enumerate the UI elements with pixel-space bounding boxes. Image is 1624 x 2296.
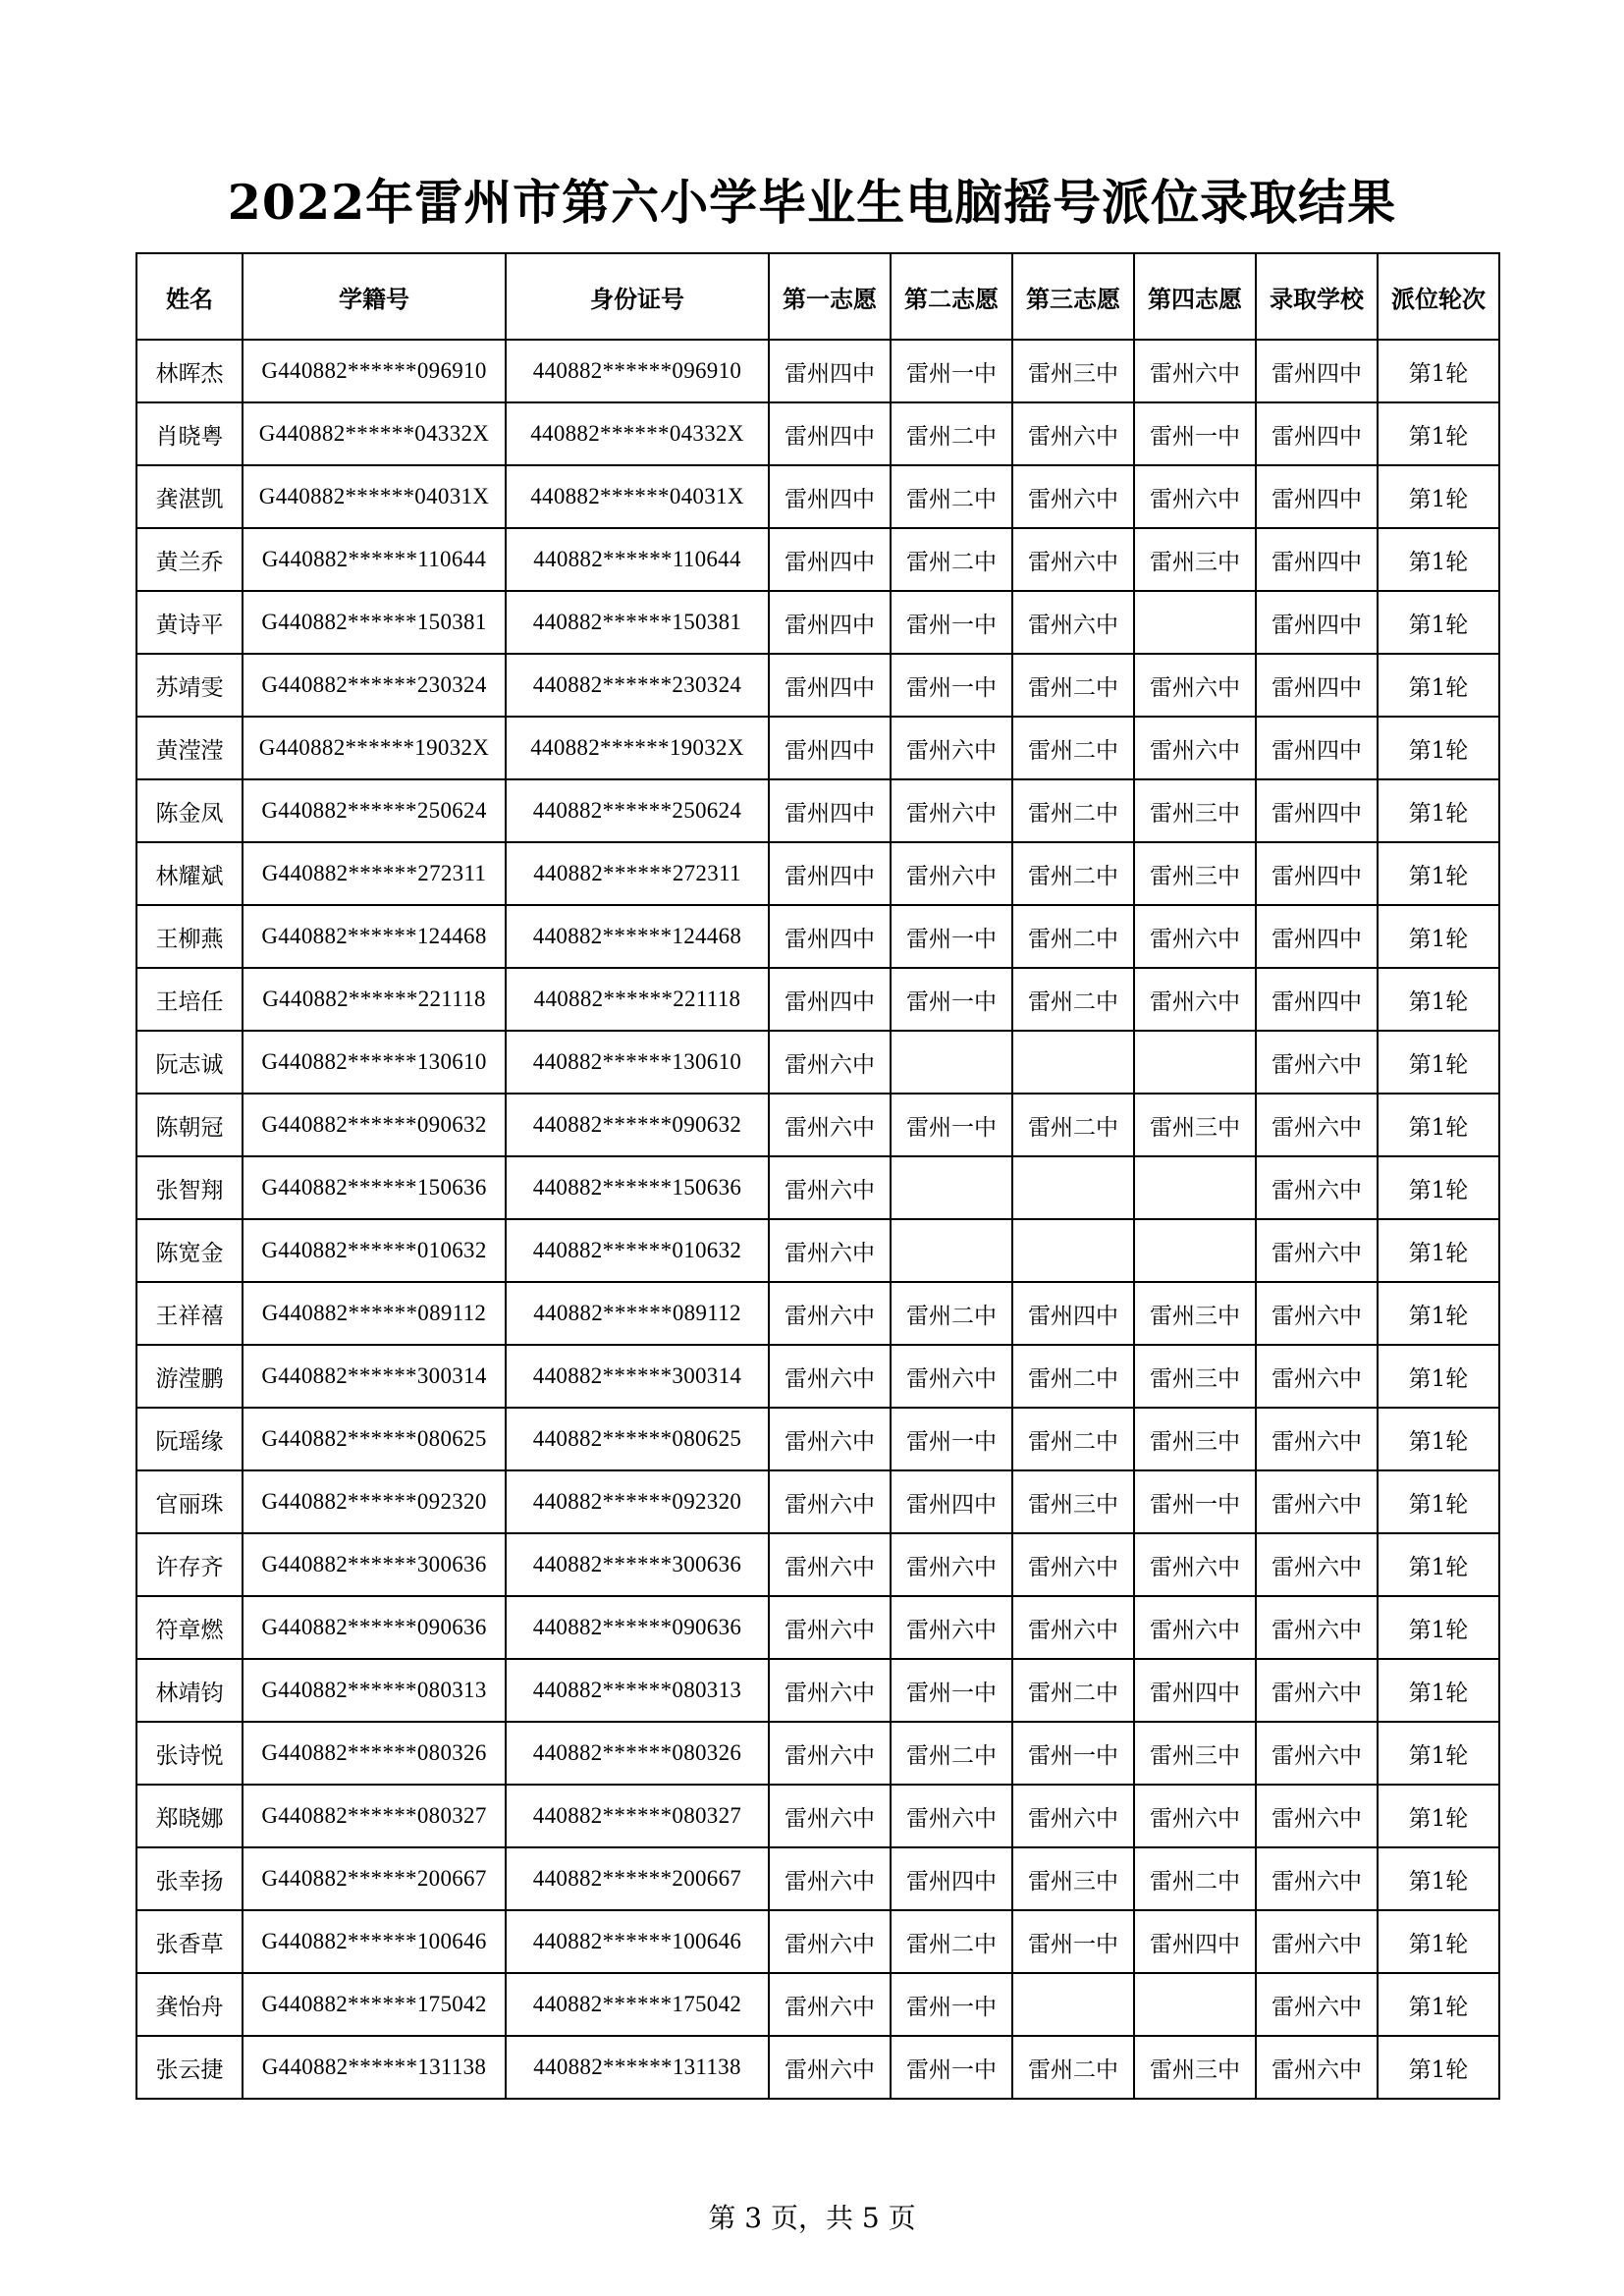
cell-admitted-school: 雷州六中 — [1256, 1408, 1378, 1470]
cell-choice-1: 雷州六中 — [769, 1470, 891, 1533]
cell-choice-2: 雷州二中 — [891, 1282, 1012, 1345]
cell-choice-4: 雷州三中 — [1134, 1345, 1256, 1408]
cell-id-number: 440882******04031X — [506, 465, 769, 528]
cell-choice-3: 雷州三中 — [1012, 340, 1134, 402]
cell-id-number: 440882******080326 — [506, 1722, 769, 1785]
cell-choice-4: 雷州六中 — [1134, 465, 1256, 528]
cell-choice-1: 雷州四中 — [769, 905, 891, 968]
column-header-name: 姓名 — [136, 253, 243, 340]
cell-admitted-school: 雷州六中 — [1256, 2036, 1378, 2099]
cell-round: 第1轮 — [1378, 717, 1499, 779]
cell-admitted-school: 雷州六中 — [1256, 1659, 1378, 1722]
cell-admitted-school: 雷州六中 — [1256, 1031, 1378, 1094]
cell-choice-4 — [1134, 1219, 1256, 1282]
table-row — [136, 1094, 1499, 1156]
table-row — [136, 717, 1499, 779]
cell-choice-2: 雷州六中 — [891, 1785, 1012, 1847]
cell-choice-4: 雷州一中 — [1134, 402, 1256, 465]
cell-id-number: 440882******04332X — [506, 402, 769, 465]
column-header-choice-4: 第四志愿 — [1134, 253, 1256, 340]
cell-round: 第1轮 — [1378, 1722, 1499, 1785]
cell-id-number: 440882******130610 — [506, 1031, 769, 1094]
column-header-choice-1: 第一志愿 — [769, 253, 891, 340]
cell-round: 第1轮 — [1378, 1470, 1499, 1533]
cell-choice-3: 雷州二中 — [1012, 968, 1134, 1031]
table-row — [136, 842, 1499, 905]
cell-student-id: G440882******19032X — [243, 717, 506, 779]
cell-choice-3 — [1012, 1031, 1134, 1094]
table-row — [136, 1282, 1499, 1345]
cell-choice-1: 雷州四中 — [769, 402, 891, 465]
cell-choice-3: 雷州二中 — [1012, 905, 1134, 968]
cell-student-id: G440882******130610 — [243, 1031, 506, 1094]
cell-choice-2: 雷州一中 — [891, 591, 1012, 654]
cell-choice-1: 雷州四中 — [769, 717, 891, 779]
cell-choice-3: 雷州二中 — [1012, 1094, 1134, 1156]
cell-student-id: G440882******092320 — [243, 1470, 506, 1533]
cell-name: 黄诗平 — [136, 591, 243, 654]
table-row — [136, 1785, 1499, 1847]
cell-admitted-school: 雷州六中 — [1256, 1345, 1378, 1408]
cell-name: 龚怡舟 — [136, 1973, 243, 2036]
cell-student-id: G440882******096910 — [243, 340, 506, 402]
cell-choice-2: 雷州一中 — [891, 905, 1012, 968]
cell-admitted-school: 雷州四中 — [1256, 968, 1378, 1031]
cell-choice-1: 雷州六中 — [769, 2036, 891, 2099]
cell-admitted-school: 雷州四中 — [1256, 779, 1378, 842]
cell-name: 符章燃 — [136, 1596, 243, 1659]
cell-student-id: G440882******300314 — [243, 1345, 506, 1408]
column-header-id-number: 身份证号 — [506, 253, 769, 340]
cell-name: 张云捷 — [136, 2036, 243, 2099]
cell-choice-3: 雷州二中 — [1012, 717, 1134, 779]
cell-round: 第1轮 — [1378, 1408, 1499, 1470]
cell-id-number: 440882******300636 — [506, 1533, 769, 1596]
cell-student-id: G440882******221118 — [243, 968, 506, 1031]
table-row — [136, 1596, 1499, 1659]
cell-choice-1: 雷州六中 — [769, 1722, 891, 1785]
cell-admitted-school: 雷州四中 — [1256, 340, 1378, 402]
cell-choice-3: 雷州六中 — [1012, 591, 1134, 654]
cell-name: 阮瑶缘 — [136, 1408, 243, 1470]
table-row — [136, 1910, 1499, 1973]
cell-student-id: G440882******080625 — [243, 1408, 506, 1470]
cell-choice-4: 雷州三中 — [1134, 1722, 1256, 1785]
column-header-choice-2: 第二志愿 — [891, 253, 1012, 340]
table-row — [136, 1408, 1499, 1470]
cell-student-id: G440882******04031X — [243, 465, 506, 528]
cell-admitted-school: 雷州六中 — [1256, 1156, 1378, 1219]
cell-choice-1: 雷州六中 — [769, 1785, 891, 1847]
table-row — [136, 1470, 1499, 1533]
cell-choice-3 — [1012, 1156, 1134, 1219]
cell-choice-3: 雷州二中 — [1012, 2036, 1134, 2099]
cell-choice-3: 雷州二中 — [1012, 842, 1134, 905]
cell-id-number: 440882******080625 — [506, 1408, 769, 1470]
cell-choice-4: 雷州六中 — [1134, 717, 1256, 779]
cell-id-number: 440882******090636 — [506, 1596, 769, 1659]
cell-round: 第1轮 — [1378, 1910, 1499, 1973]
cell-choice-3: 雷州六中 — [1012, 465, 1134, 528]
cell-id-number: 440882******100646 — [506, 1910, 769, 1973]
column-header-student-id: 学籍号 — [243, 253, 506, 340]
table-row — [136, 1156, 1499, 1219]
cell-student-id: G440882******230324 — [243, 654, 506, 717]
cell-admitted-school: 雷州六中 — [1256, 1973, 1378, 2036]
cell-choice-3: 雷州三中 — [1012, 1847, 1134, 1910]
table-header-row — [136, 253, 1499, 340]
cell-round: 第1轮 — [1378, 1596, 1499, 1659]
cell-choice-2: 雷州一中 — [891, 1408, 1012, 1470]
cell-round: 第1轮 — [1378, 779, 1499, 842]
cell-choice-1: 雷州四中 — [769, 591, 891, 654]
cell-choice-1: 雷州六中 — [769, 1094, 891, 1156]
cell-choice-4: 雷州三中 — [1134, 779, 1256, 842]
cell-id-number: 440882******080327 — [506, 1785, 769, 1847]
cell-choice-3: 雷州六中 — [1012, 1785, 1134, 1847]
cell-choice-2: 雷州一中 — [891, 340, 1012, 402]
cell-round: 第1轮 — [1378, 1973, 1499, 2036]
cell-choice-1: 雷州六中 — [769, 1659, 891, 1722]
cell-choice-3: 雷州六中 — [1012, 528, 1134, 591]
cell-choice-2 — [891, 1219, 1012, 1282]
cell-admitted-school: 雷州四中 — [1256, 528, 1378, 591]
cell-choice-4: 雷州六中 — [1134, 1785, 1256, 1847]
cell-student-id: G440882******175042 — [243, 1973, 506, 2036]
cell-round: 第1轮 — [1378, 1847, 1499, 1910]
cell-student-id: G440882******124468 — [243, 905, 506, 968]
cell-round: 第1轮 — [1378, 402, 1499, 465]
table-row — [136, 1659, 1499, 1722]
cell-name: 阮志诚 — [136, 1031, 243, 1094]
cell-student-id: G440882******090632 — [243, 1094, 506, 1156]
table-row — [136, 1973, 1499, 2036]
table-row — [136, 1031, 1499, 1094]
cell-choice-3: 雷州二中 — [1012, 1408, 1134, 1470]
page-footer: 第 3 页，共 5 页 — [708, 2202, 916, 2234]
cell-choice-4: 雷州六中 — [1134, 654, 1256, 717]
cell-student-id: G440882******131138 — [243, 2036, 506, 2099]
cell-choice-2: 雷州一中 — [891, 1659, 1012, 1722]
cell-student-id: G440882******272311 — [243, 842, 506, 905]
cell-choice-4 — [1134, 591, 1256, 654]
cell-name: 陈金凤 — [136, 779, 243, 842]
cell-admitted-school: 雷州六中 — [1256, 1596, 1378, 1659]
cell-admitted-school: 雷州四中 — [1256, 717, 1378, 779]
cell-choice-2: 雷州二中 — [891, 528, 1012, 591]
cell-choice-3: 雷州六中 — [1012, 1596, 1134, 1659]
cell-id-number: 440882******080313 — [506, 1659, 769, 1722]
cell-choice-2: 雷州六中 — [891, 1596, 1012, 1659]
cell-choice-1: 雷州六中 — [769, 1533, 891, 1596]
cell-round: 第1轮 — [1378, 465, 1499, 528]
table-row — [136, 654, 1499, 717]
cell-choice-4 — [1134, 1031, 1256, 1094]
table-row — [136, 528, 1499, 591]
cell-choice-2 — [891, 1156, 1012, 1219]
cell-name: 苏靖雯 — [136, 654, 243, 717]
cell-admitted-school: 雷州六中 — [1256, 1470, 1378, 1533]
cell-round: 第1轮 — [1378, 905, 1499, 968]
table-row — [136, 465, 1499, 528]
cell-choice-1: 雷州四中 — [769, 528, 891, 591]
cell-choice-3: 雷州四中 — [1012, 1282, 1134, 1345]
page-title: 2022年雷州市第六小学毕业生电脑摇号派位录取结果 — [227, 174, 1397, 231]
cell-choice-2: 雷州六中 — [891, 842, 1012, 905]
cell-name: 张香草 — [136, 1910, 243, 1973]
cell-choice-4: 雷州三中 — [1134, 842, 1256, 905]
cell-choice-1: 雷州四中 — [769, 465, 891, 528]
cell-id-number: 440882******200667 — [506, 1847, 769, 1910]
cell-round: 第1轮 — [1378, 1031, 1499, 1094]
cell-choice-4: 雷州六中 — [1134, 968, 1256, 1031]
cell-id-number: 440882******272311 — [506, 842, 769, 905]
cell-choice-3 — [1012, 1219, 1134, 1282]
cell-choice-3: 雷州二中 — [1012, 1659, 1134, 1722]
cell-choice-3: 雷州一中 — [1012, 1722, 1134, 1785]
cell-choice-4: 雷州三中 — [1134, 1094, 1256, 1156]
cell-name: 张诗悦 — [136, 1722, 243, 1785]
table-row — [136, 1847, 1499, 1910]
cell-admitted-school: 雷州六中 — [1256, 1785, 1378, 1847]
cell-round: 第1轮 — [1378, 1156, 1499, 1219]
cell-student-id: G440882******250624 — [243, 779, 506, 842]
cell-choice-4: 雷州一中 — [1134, 1470, 1256, 1533]
cell-admitted-school: 雷州六中 — [1256, 1722, 1378, 1785]
cell-choice-1: 雷州六中 — [769, 1031, 891, 1094]
cell-choice-4: 雷州三中 — [1134, 1282, 1256, 1345]
cell-choice-2: 雷州一中 — [891, 654, 1012, 717]
cell-id-number: 440882******221118 — [506, 968, 769, 1031]
cell-choice-2 — [891, 1031, 1012, 1094]
cell-name: 肖晓粤 — [136, 402, 243, 465]
cell-student-id: G440882******090636 — [243, 1596, 506, 1659]
cell-choice-1: 雷州四中 — [769, 842, 891, 905]
cell-name: 龚湛凯 — [136, 465, 243, 528]
cell-choice-2: 雷州二中 — [891, 1722, 1012, 1785]
cell-choice-4 — [1134, 1973, 1256, 2036]
cell-student-id: G440882******110644 — [243, 528, 506, 591]
cell-id-number: 440882******090632 — [506, 1094, 769, 1156]
table-row — [136, 905, 1499, 968]
cell-choice-2: 雷州六中 — [891, 1345, 1012, 1408]
cell-round: 第1轮 — [1378, 654, 1499, 717]
cell-choice-2: 雷州四中 — [891, 1847, 1012, 1910]
cell-student-id: G440882******300636 — [243, 1533, 506, 1596]
cell-choice-4: 雷州二中 — [1134, 1847, 1256, 1910]
cell-id-number: 440882******089112 — [506, 1282, 769, 1345]
table-row — [136, 1219, 1499, 1282]
cell-name: 林晖杰 — [136, 340, 243, 402]
cell-choice-2: 雷州一中 — [891, 968, 1012, 1031]
cell-choice-2: 雷州一中 — [891, 1973, 1012, 2036]
cell-choice-2: 雷州二中 — [891, 402, 1012, 465]
table-row — [136, 968, 1499, 1031]
cell-name: 陈宽金 — [136, 1219, 243, 1282]
cell-choice-4: 雷州三中 — [1134, 528, 1256, 591]
cell-choice-3: 雷州二中 — [1012, 654, 1134, 717]
cell-name: 林靖钧 — [136, 1659, 243, 1722]
cell-admitted-school: 雷州六中 — [1256, 1533, 1378, 1596]
cell-id-number: 440882******150381 — [506, 591, 769, 654]
table-row — [136, 340, 1499, 402]
cell-student-id: G440882******089112 — [243, 1282, 506, 1345]
cell-name: 郑晓娜 — [136, 1785, 243, 1847]
cell-round: 第1轮 — [1378, 1659, 1499, 1722]
cell-round: 第1轮 — [1378, 1533, 1499, 1596]
cell-choice-2: 雷州二中 — [891, 465, 1012, 528]
cell-choice-4: 雷州六中 — [1134, 1596, 1256, 1659]
cell-student-id: G440882******080313 — [243, 1659, 506, 1722]
cell-name: 张智翔 — [136, 1156, 243, 1219]
cell-choice-1: 雷州六中 — [769, 1973, 891, 2036]
cell-choice-1: 雷州四中 — [769, 968, 891, 1031]
cell-choice-4: 雷州三中 — [1134, 1408, 1256, 1470]
cell-choice-4: 雷州六中 — [1134, 1533, 1256, 1596]
cell-id-number: 440882******131138 — [506, 2036, 769, 2099]
cell-choice-1: 雷州六中 — [769, 1910, 891, 1973]
cell-choice-3: 雷州六中 — [1012, 402, 1134, 465]
cell-name: 游滢鹏 — [136, 1345, 243, 1408]
cell-choice-1: 雷州六中 — [769, 1282, 891, 1345]
cell-admitted-school: 雷州四中 — [1256, 654, 1378, 717]
cell-choice-1: 雷州六中 — [769, 1847, 891, 1910]
cell-choice-4: 雷州四中 — [1134, 1910, 1256, 1973]
cell-choice-1: 雷州四中 — [769, 654, 891, 717]
cell-choice-1: 雷州六中 — [769, 1408, 891, 1470]
cell-choice-3: 雷州二中 — [1012, 1345, 1134, 1408]
cell-id-number: 440882******175042 — [506, 1973, 769, 2036]
cell-choice-4: 雷州三中 — [1134, 2036, 1256, 2099]
cell-student-id: G440882******080326 — [243, 1722, 506, 1785]
cell-choice-4: 雷州六中 — [1134, 340, 1256, 402]
cell-admitted-school: 雷州四中 — [1256, 465, 1378, 528]
cell-choice-1: 雷州四中 — [769, 779, 891, 842]
cell-name: 林耀斌 — [136, 842, 243, 905]
cell-id-number: 440882******110644 — [506, 528, 769, 591]
cell-choice-1: 雷州六中 — [769, 1596, 891, 1659]
cell-id-number: 440882******124468 — [506, 905, 769, 968]
table-row — [136, 1722, 1499, 1785]
cell-admitted-school: 雷州六中 — [1256, 1910, 1378, 1973]
cell-name: 许存齐 — [136, 1533, 243, 1596]
cell-choice-2: 雷州六中 — [891, 717, 1012, 779]
cell-admitted-school: 雷州四中 — [1256, 905, 1378, 968]
cell-student-id: G440882******04332X — [243, 402, 506, 465]
cell-id-number: 440882******19032X — [506, 717, 769, 779]
table-row — [136, 2036, 1499, 2099]
cell-choice-3: 雷州三中 — [1012, 1470, 1134, 1533]
cell-choice-1: 雷州四中 — [769, 340, 891, 402]
cell-id-number: 440882******150636 — [506, 1156, 769, 1219]
table-row — [136, 402, 1499, 465]
cell-student-id: G440882******080327 — [243, 1785, 506, 1847]
cell-choice-2: 雷州一中 — [891, 1094, 1012, 1156]
cell-choice-2: 雷州四中 — [891, 1470, 1012, 1533]
cell-admitted-school: 雷州六中 — [1256, 1219, 1378, 1282]
cell-student-id: G440882******010632 — [243, 1219, 506, 1282]
cell-choice-3: 雷州六中 — [1012, 1533, 1134, 1596]
cell-choice-4: 雷州四中 — [1134, 1659, 1256, 1722]
cell-name: 王培任 — [136, 968, 243, 1031]
cell-name: 王祥禧 — [136, 1282, 243, 1345]
cell-id-number: 440882******092320 — [506, 1470, 769, 1533]
cell-name: 黄兰乔 — [136, 528, 243, 591]
cell-choice-1: 雷州六中 — [769, 1345, 891, 1408]
cell-student-id: G440882******150636 — [243, 1156, 506, 1219]
cell-student-id: G440882******100646 — [243, 1910, 506, 1973]
cell-student-id: G440882******150381 — [243, 591, 506, 654]
column-header-choice-3: 第三志愿 — [1012, 253, 1134, 340]
cell-choice-3: 雷州一中 — [1012, 1910, 1134, 1973]
table-body — [136, 340, 1499, 2099]
cell-id-number: 440882******096910 — [506, 340, 769, 402]
table-row — [136, 1533, 1499, 1596]
cell-admitted-school: 雷州六中 — [1256, 1847, 1378, 1910]
cell-round: 第1轮 — [1378, 1345, 1499, 1408]
cell-round: 第1轮 — [1378, 591, 1499, 654]
cell-name: 黄滢滢 — [136, 717, 243, 779]
cell-admitted-school: 雷州四中 — [1256, 402, 1378, 465]
cell-name: 陈朝冠 — [136, 1094, 243, 1156]
cell-name: 王柳燕 — [136, 905, 243, 968]
cell-choice-3 — [1012, 1973, 1134, 2036]
table-row — [136, 1345, 1499, 1408]
column-header-admitted-school: 录取学校 — [1256, 253, 1378, 340]
cell-name: 张幸扬 — [136, 1847, 243, 1910]
cell-round: 第1轮 — [1378, 1282, 1499, 1345]
cell-admitted-school: 雷州四中 — [1256, 591, 1378, 654]
table-row — [136, 591, 1499, 654]
cell-id-number: 440882******010632 — [506, 1219, 769, 1282]
cell-choice-2: 雷州一中 — [891, 2036, 1012, 2099]
cell-round: 第1轮 — [1378, 340, 1499, 402]
cell-admitted-school: 雷州四中 — [1256, 842, 1378, 905]
cell-choice-2: 雷州六中 — [891, 1533, 1012, 1596]
cell-choice-4: 雷州六中 — [1134, 905, 1256, 968]
cell-choice-1: 雷州六中 — [769, 1219, 891, 1282]
cell-round: 第1轮 — [1378, 1785, 1499, 1847]
cell-round: 第1轮 — [1378, 528, 1499, 591]
table-row — [136, 779, 1499, 842]
cell-choice-2: 雷州二中 — [891, 1910, 1012, 1973]
cell-choice-4 — [1134, 1156, 1256, 1219]
column-header-round: 派位轮次 — [1378, 253, 1499, 340]
cell-round: 第1轮 — [1378, 968, 1499, 1031]
cell-id-number: 440882******250624 — [506, 779, 769, 842]
cell-student-id: G440882******200667 — [243, 1847, 506, 1910]
results-table — [135, 252, 1500, 2100]
cell-choice-3: 雷州二中 — [1012, 779, 1134, 842]
cell-choice-1: 雷州六中 — [769, 1156, 891, 1219]
cell-round: 第1轮 — [1378, 842, 1499, 905]
cell-choice-2: 雷州六中 — [891, 779, 1012, 842]
cell-name: 官丽珠 — [136, 1470, 243, 1533]
cell-id-number: 440882******230324 — [506, 654, 769, 717]
cell-round: 第1轮 — [1378, 2036, 1499, 2099]
cell-admitted-school: 雷州六中 — [1256, 1094, 1378, 1156]
cell-round: 第1轮 — [1378, 1094, 1499, 1156]
cell-round: 第1轮 — [1378, 1219, 1499, 1282]
cell-id-number: 440882******300314 — [506, 1345, 769, 1408]
cell-admitted-school: 雷州六中 — [1256, 1282, 1378, 1345]
